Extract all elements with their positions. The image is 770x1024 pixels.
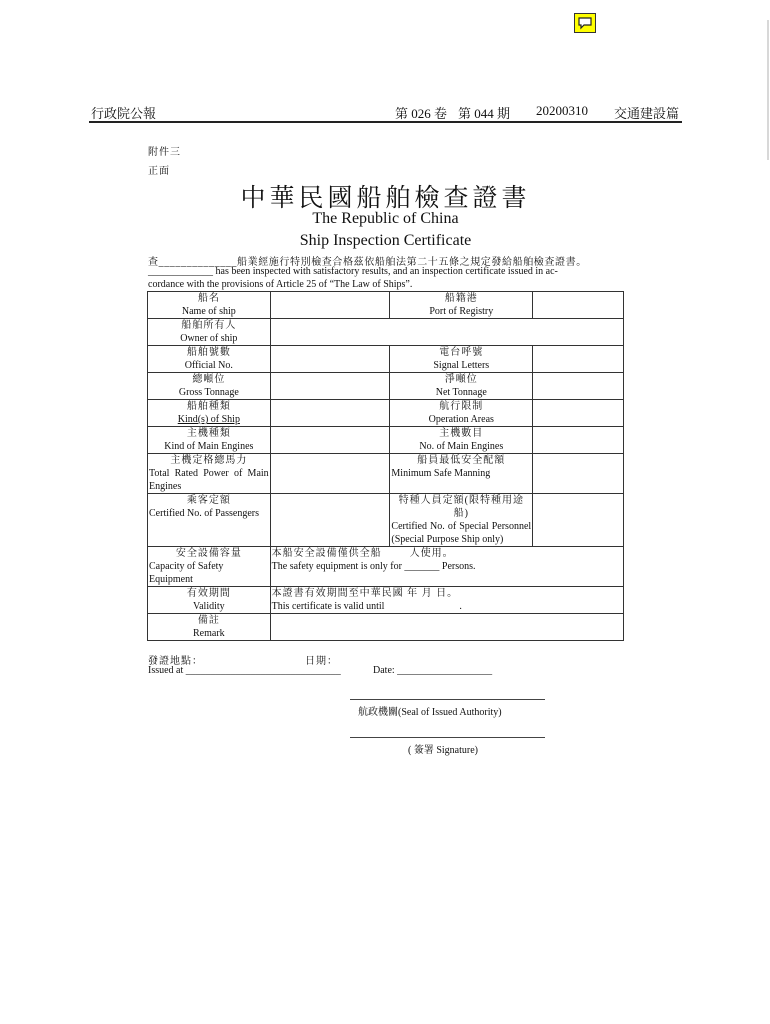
owner-value bbox=[270, 319, 623, 346]
table-row bbox=[148, 292, 624, 319]
engine-kind-value bbox=[270, 427, 390, 454]
validity-label: 有效期間 Validity bbox=[148, 587, 271, 614]
section-name: 交通建設篇 bbox=[614, 106, 680, 121]
date-label-cn: 日期： bbox=[305, 656, 338, 667]
validity-value: 本證書有效期間至中華民國 年 月 日。 This certificate is valid until . bbox=[270, 587, 623, 614]
seal-caption: 航政機關(Seal of Issued Authority) bbox=[358, 707, 502, 718]
safe-manning-label: 船員最低安全配額 Minimum Safe Manning bbox=[390, 454, 533, 494]
side-label: 正面 bbox=[148, 166, 170, 177]
intro-text-cn: 查______________船業經施行特別檢查合格茲依船舶法第二十五條之規定發給船舶檢查證書。 bbox=[148, 257, 587, 268]
gazette-header bbox=[91, 103, 681, 119]
engine-count-label: 主機數目 No. of Main Engines bbox=[390, 427, 533, 454]
signature-caption: ( 簽署 Signature) bbox=[408, 745, 478, 756]
publish-date: 20200310 bbox=[536, 103, 588, 118]
signal-letters-value bbox=[533, 346, 624, 373]
operation-areas-label: 航行限制 Operation Areas bbox=[390, 400, 533, 427]
gross-tonnage-label: 總噸位 Gross Tonnage bbox=[148, 373, 271, 400]
engine-count-value bbox=[533, 427, 624, 454]
remark-label: 備註 Remark bbox=[148, 614, 271, 641]
volume-number: 第 026 卷 bbox=[395, 106, 448, 121]
safety-capacity-value: 本船安全設備僅供全船 人使用。 The safety equipment is only for _______ Persons. bbox=[270, 547, 623, 587]
ship-kind-label: 船舶種類 Kind(s) of Ship bbox=[148, 400, 271, 427]
net-tonnage-label: 淨噸位 Net Tonnage bbox=[390, 373, 533, 400]
ship-name-label: 船名 Name of ship bbox=[148, 292, 271, 319]
rated-power-value bbox=[270, 454, 390, 494]
operation-areas-value bbox=[533, 400, 624, 427]
table-row bbox=[148, 454, 624, 494]
page-edge-divider bbox=[767, 20, 769, 160]
table-row bbox=[148, 373, 624, 400]
official-no-value bbox=[270, 346, 390, 373]
table-row bbox=[148, 319, 624, 346]
intro-text-en-2: cordance with the provisions of Article 25 of “The Law of Ships”. bbox=[148, 279, 413, 290]
table-row bbox=[148, 494, 624, 547]
official-no-label: 船舶號數 Official No. bbox=[148, 346, 271, 373]
attachment-label: 附件三 bbox=[148, 147, 181, 158]
table-row bbox=[148, 427, 624, 454]
net-tonnage-value bbox=[533, 373, 624, 400]
ship-name-value bbox=[270, 292, 390, 319]
gross-tonnage-value bbox=[270, 373, 390, 400]
seal-line bbox=[350, 699, 545, 700]
table-row bbox=[148, 547, 624, 587]
signal-letters-label: 電台呼號 Signal Letters bbox=[390, 346, 533, 373]
certificate-title-en-2: Ship Inspection Certificate bbox=[299, 232, 472, 249]
table-row bbox=[148, 614, 624, 641]
date-field: Date: ___________________ bbox=[373, 665, 493, 676]
signature-line bbox=[350, 737, 545, 738]
issued-at-label-cn: 發證地點： bbox=[148, 656, 203, 667]
comment-icon[interactable] bbox=[574, 13, 596, 33]
certificate-table bbox=[147, 291, 624, 641]
table-row bbox=[148, 587, 624, 614]
port-value bbox=[533, 292, 624, 319]
safe-manning-value bbox=[533, 454, 624, 494]
special-personnel-label: 特種人員定額(限特種用途船) Certified No. of Special Personnel (Special Purpose Ship only) bbox=[391, 495, 532, 545]
port-label: 船籍港 Port of Registry bbox=[390, 292, 533, 319]
rated-power-label: 主機定格總馬力 Total Rated Power of Main Engines bbox=[149, 455, 269, 492]
passengers-label: 乘客定額 Certified No. of Passengers bbox=[148, 494, 271, 547]
passengers-value bbox=[270, 494, 390, 547]
header-rule bbox=[89, 121, 682, 123]
safety-capacity-label: 安全設備容量 Capacity of Safety Equipment bbox=[148, 547, 271, 587]
special-personnel-value bbox=[533, 494, 624, 547]
issue-number: 第 044 期 bbox=[458, 106, 511, 121]
remark-value bbox=[270, 614, 623, 641]
issued-at-field: Issued at _______________________________ bbox=[148, 665, 341, 676]
certificate-title-en-1: The Republic of China bbox=[312, 210, 459, 227]
table-row bbox=[148, 400, 624, 427]
ship-kind-value bbox=[270, 400, 390, 427]
engine-kind-label: 主機種類 Kind of Main Engines bbox=[148, 427, 271, 454]
table-row bbox=[148, 346, 624, 373]
certificate-title-cn: 中華民國船舶檢查證書 bbox=[240, 183, 531, 212]
owner-label: 船舶所有人 Owner of ship bbox=[148, 319, 271, 346]
intro-text-en-1: _____________ has been inspected with satisfactory results, and an inspection certificate issued in ac- bbox=[148, 266, 558, 277]
publisher-name: 行政院公報 bbox=[91, 106, 157, 121]
